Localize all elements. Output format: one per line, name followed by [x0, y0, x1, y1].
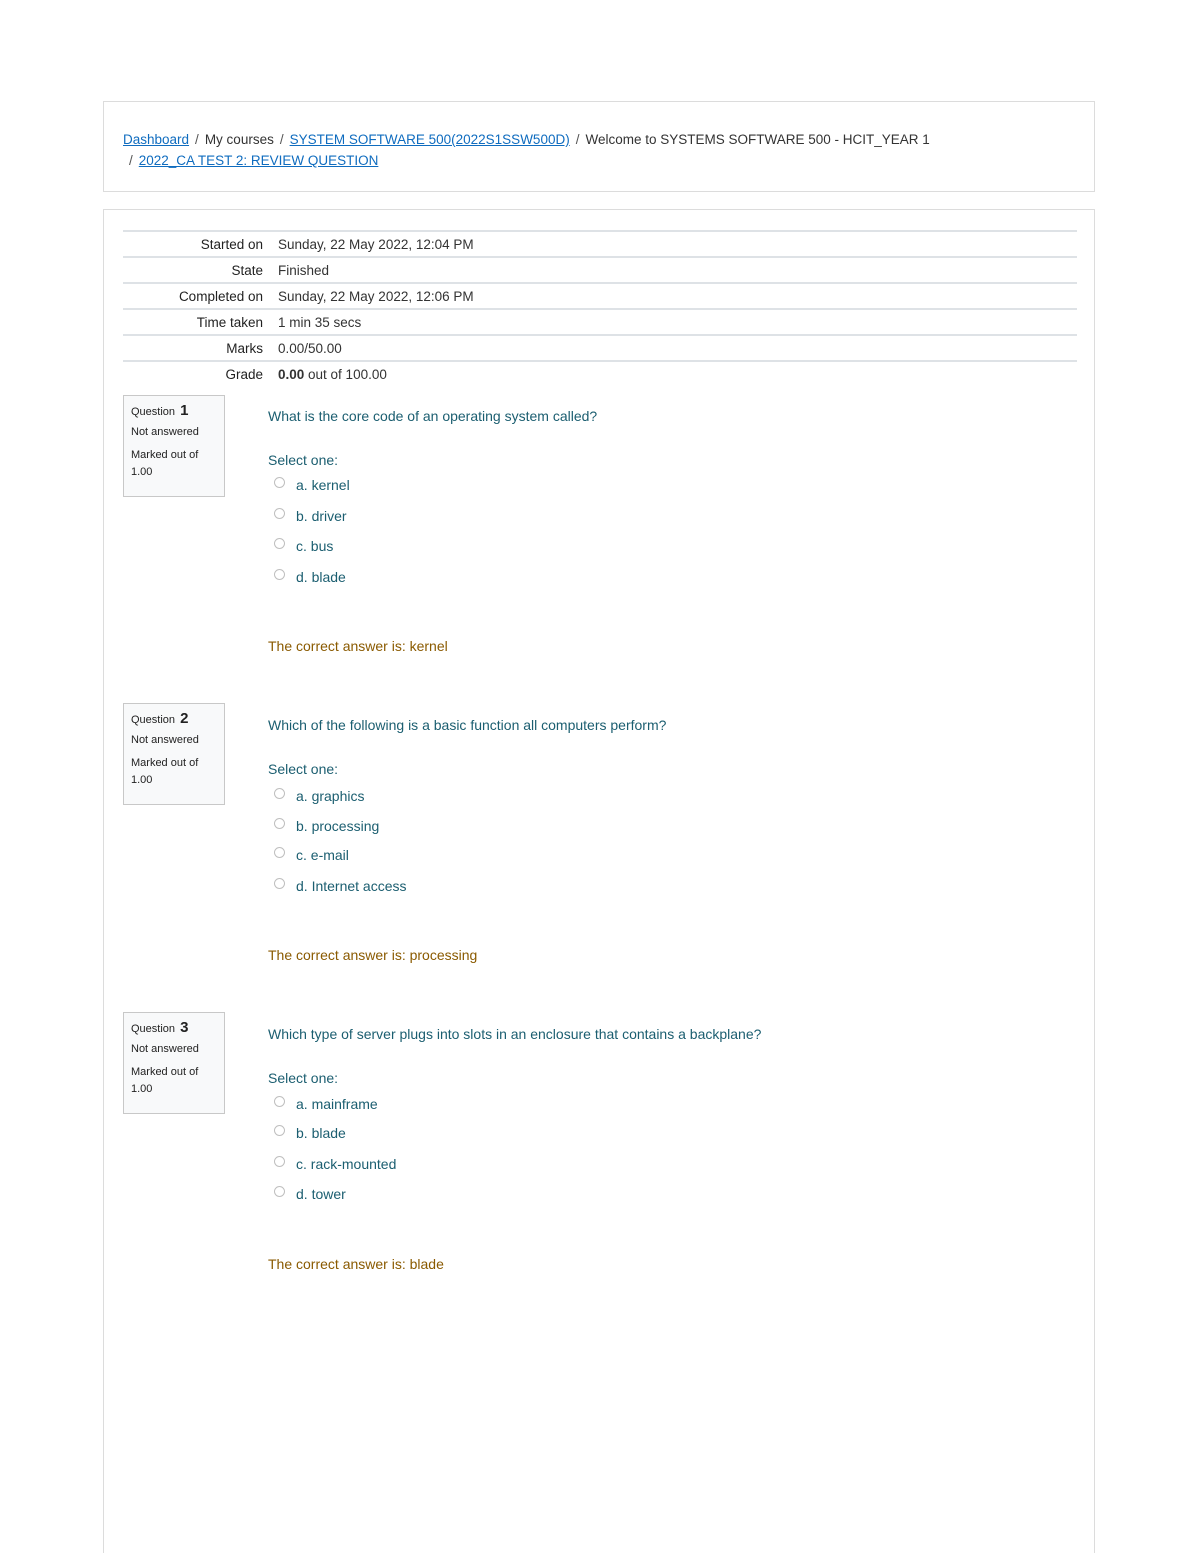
radio-icon[interactable]: [274, 878, 285, 889]
question-status: Not answered: [131, 1043, 199, 1055]
question-number: 1: [180, 402, 189, 419]
summary-label: Started on: [200, 236, 263, 252]
question-3-text: Which type of server plugs into slots in an enclosure that contains a backplane?: [268, 1026, 762, 1042]
option-label: c. rack-mounted: [296, 1156, 397, 1172]
breadcrumb-separator: /: [129, 153, 133, 168]
radio-icon[interactable]: [274, 847, 285, 858]
question-points: 1.00: [131, 466, 153, 478]
grade-score: 0.00: [278, 366, 305, 382]
summary-row-state: [123, 257, 1077, 283]
q3-option-a[interactable]: [274, 1096, 378, 1112]
option-label: d. blade: [296, 569, 346, 585]
q3-option-c[interactable]: [274, 1156, 396, 1172]
question-points: 1.00: [131, 774, 153, 786]
q3-option-b[interactable]: [274, 1125, 346, 1141]
question-label: Question: [131, 406, 176, 418]
breadcrumb: [123, 129, 1063, 171]
q1-option-d[interactable]: [274, 569, 346, 585]
option-label: b. blade: [296, 1125, 346, 1141]
radio-icon[interactable]: [274, 1156, 285, 1167]
breadcrumb-card: [103, 101, 1095, 192]
radio-icon[interactable]: [274, 1186, 285, 1197]
summary-label: Grade: [225, 366, 263, 382]
q3-correct-answer: The correct answer is: blade: [268, 1256, 444, 1272]
breadcrumb-quiz-link[interactable]: 2022_CA TEST 2: REVIEW QUESTION: [138, 153, 379, 168]
question-status: Not answered: [131, 734, 199, 746]
attempt-summary-table: [123, 230, 1077, 386]
quiz-review-card: [103, 209, 1095, 1553]
summary-row-marks: [123, 335, 1077, 361]
question-marked-label: Marked out of: [131, 757, 199, 769]
question-1-text: What is the core code of an operating system called?: [268, 408, 598, 424]
option-label: a. mainframe: [296, 1096, 378, 1112]
summary-value: 1 min 35 secs: [278, 314, 362, 330]
summary-value: [278, 361, 1077, 386]
q2-option-a[interactable]: [274, 788, 364, 804]
radio-icon[interactable]: [274, 1096, 285, 1107]
breadcrumb-course-link[interactable]: SYSTEM SOFTWARE 500(2022S1SSW500D): [289, 132, 570, 147]
summary-label: State: [231, 262, 263, 278]
grade-total: out of 100.00: [304, 366, 387, 382]
radio-icon[interactable]: [274, 538, 285, 549]
q3-option-d[interactable]: [274, 1186, 346, 1202]
option-label: a. graphics: [296, 788, 365, 804]
question-marked-label: Marked out of: [131, 449, 199, 461]
question-label: Question: [131, 1023, 176, 1035]
breadcrumb-section: Welcome to SYSTEMS SOFTWARE 500 - HCIT_YEAR 1: [585, 132, 930, 147]
summary-row-completed: [123, 283, 1077, 309]
summary-row-started: [123, 231, 1077, 257]
option-label: c. e-mail: [296, 847, 349, 863]
q2-option-c[interactable]: [274, 847, 349, 863]
breadcrumb-separator: /: [575, 132, 580, 147]
breadcrumb-separator: /: [279, 132, 284, 147]
q1-option-a[interactable]: [274, 477, 350, 493]
radio-icon[interactable]: [274, 788, 285, 799]
summary-label: Completed on: [178, 288, 263, 304]
q2-option-b[interactable]: [274, 818, 379, 834]
radio-icon[interactable]: [274, 477, 285, 488]
q2-correct-answer: The correct answer is: processing: [268, 947, 478, 963]
breadcrumb-dashboard-link[interactable]: Dashboard: [123, 132, 190, 147]
question-number: 2: [180, 710, 189, 727]
q1-option-b[interactable]: [274, 508, 347, 524]
question-label: Question: [131, 714, 176, 726]
summary-label: Time taken: [196, 314, 263, 330]
question-points: 1.00: [131, 1083, 153, 1095]
q1-option-c[interactable]: [274, 538, 333, 554]
radio-icon[interactable]: [274, 1125, 285, 1136]
question-2-info: [123, 703, 225, 805]
option-label: d. Internet access: [296, 878, 407, 894]
breadcrumb-separator: /: [195, 132, 199, 147]
breadcrumb-my-courses: My courses: [204, 132, 274, 147]
q2-option-d[interactable]: [274, 878, 407, 894]
question-number: 3: [180, 1019, 189, 1036]
summary-value: 0.00/50.00: [278, 340, 342, 356]
summary-value: Sunday, 22 May 2022, 12:04 PM: [278, 236, 474, 252]
select-one-label: Select one:: [268, 452, 339, 468]
select-one-label: Select one:: [268, 761, 339, 777]
summary-row-time-taken: [123, 309, 1077, 335]
q1-correct-answer: The correct answer is: kernel: [268, 638, 448, 654]
question-3-info: [123, 1012, 225, 1114]
select-one-label: Select one:: [268, 1070, 339, 1086]
radio-icon[interactable]: [274, 569, 285, 580]
option-label: b. processing: [296, 818, 380, 834]
summary-value: Sunday, 22 May 2022, 12:06 PM: [278, 288, 474, 304]
option-label: d. tower: [296, 1186, 346, 1202]
summary-row-grade: [123, 361, 1077, 386]
option-label: b. driver: [296, 508, 347, 524]
question-marked-label: Marked out of: [131, 1066, 199, 1078]
question-status: Not answered: [131, 426, 199, 438]
option-label: a. kernel: [296, 477, 350, 493]
question-1-info: [123, 395, 225, 497]
radio-icon[interactable]: [274, 508, 285, 519]
option-label: c. bus: [296, 538, 334, 554]
summary-label: Marks: [226, 340, 263, 356]
question-2-text: Which of the following is a basic function all computers perform?: [268, 717, 667, 733]
radio-icon[interactable]: [274, 818, 285, 829]
summary-value: Finished: [278, 262, 330, 278]
